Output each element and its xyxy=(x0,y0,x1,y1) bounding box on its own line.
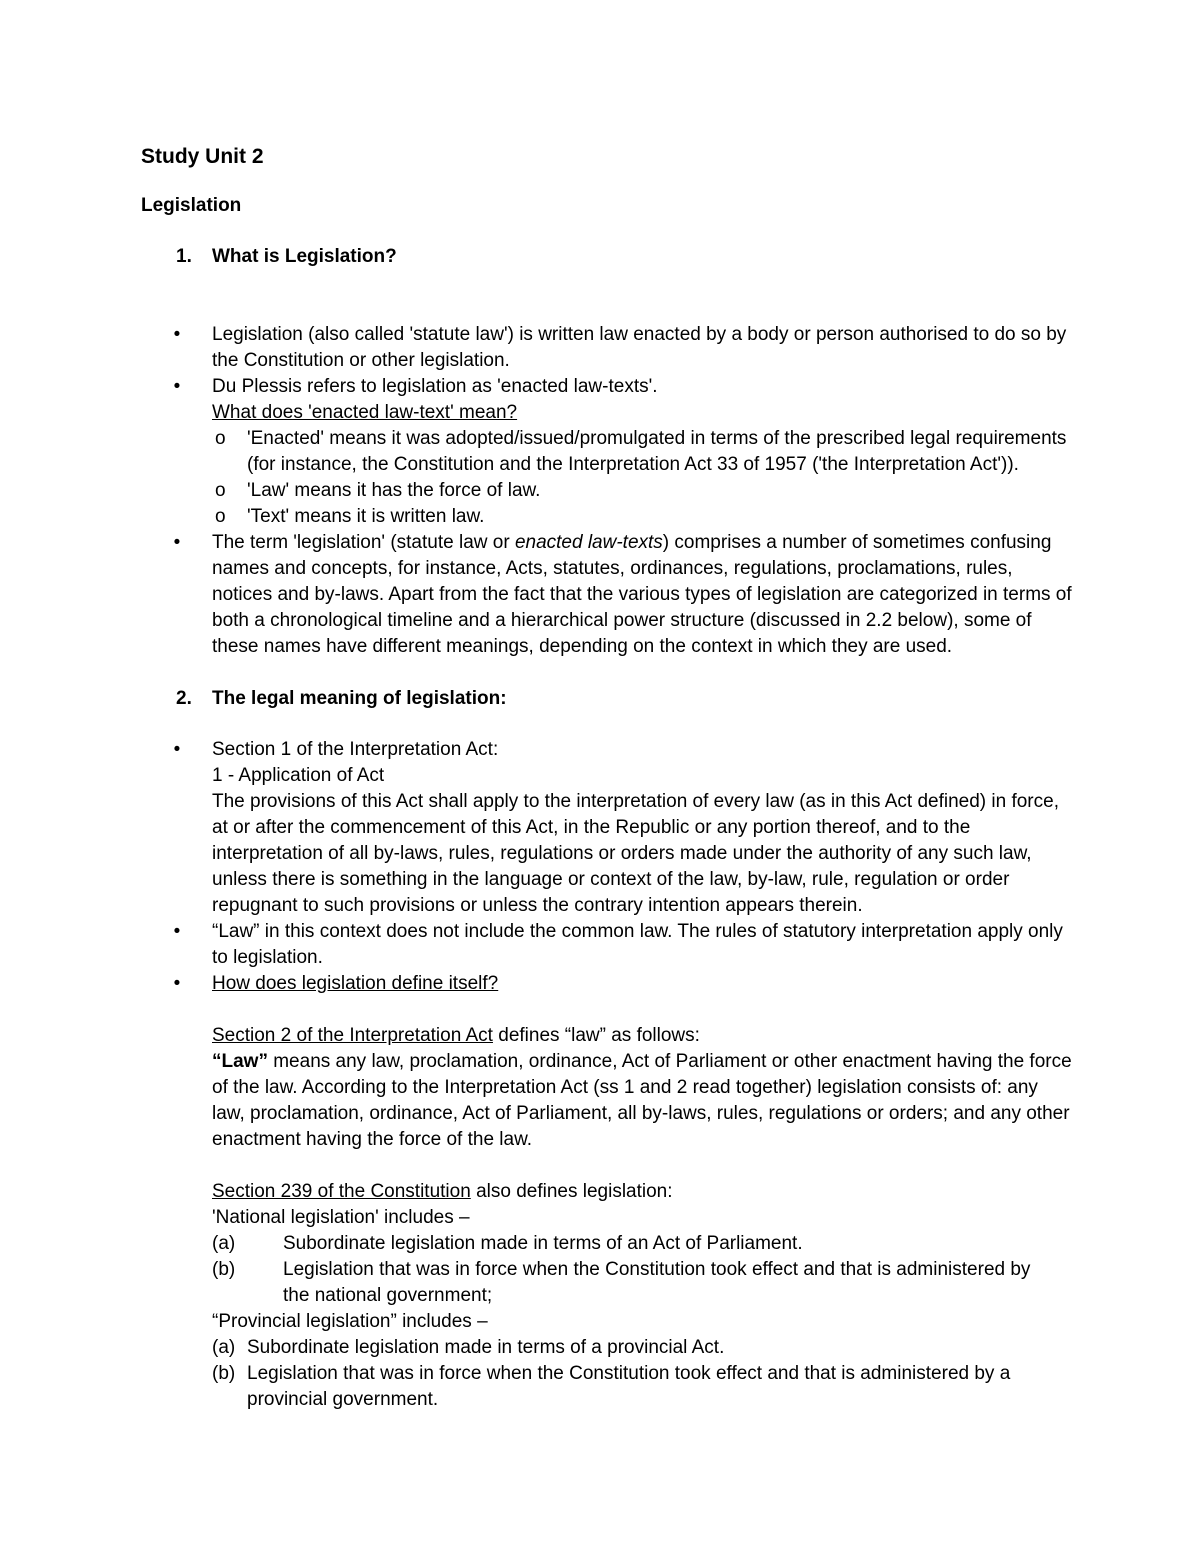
bullet-icon: • xyxy=(173,739,181,760)
bullet-icon: • xyxy=(173,973,181,994)
section-1-heading: What is Legislation? xyxy=(212,246,397,267)
section-2-heading: The legal meaning of legislation: xyxy=(212,688,507,709)
s2-bullet-2: “Law” in this context does not include the common law. The rules of statutory interpretation apply only to legislation. xyxy=(212,921,1063,968)
provincial-a-label: (a) xyxy=(212,1337,236,1358)
provincial-b-label: (b) xyxy=(212,1363,236,1384)
s2-bullet-1-title: Section 1 of the Interpretation Act: xyxy=(212,739,499,760)
s2-definition-intro: Section 2 of the Interpretation Act defines “law” as follows: xyxy=(212,1025,700,1046)
s1-bullet-3: The term 'legislation' (statute law or enacted law-texts) comprises a number of sometimes confusing names and concepts, for instance, Acts, statutes, ordinances, regulations, proclamations, rules, notices and by-laws. Apart from the fact that the various types of legislation are categorized in terms of both a chronological timeline and a hierarchical power structure (discussed in 2.2 below), some of these names have different meanings, depending on the context in which they are used. xyxy=(212,532,1072,657)
s1-bullet-1: Legislation (also called 'statute law') is written law enacted by a body or person authorised to do so by the Constitution or other legislation. xyxy=(212,324,1067,371)
s2-bullet-1-text: The provisions of this Act shall apply to the interpretation of every law (as in this Act defined) in force, at or after the commencement of this Act, in the Republic or any portion thereof, and to the interpretation of all by-laws, rules, regulations or orders made under the authority of any such law, unless there is something in the language or context of the law, by-law, rule, regulation or order repugnant to such provisions or unless the contrary intention appears therein. xyxy=(212,791,1059,916)
page-subtitle: Legislation xyxy=(141,195,242,216)
bullet-icon: • xyxy=(173,376,181,397)
sub-bullet-icon: o xyxy=(215,428,226,449)
provincial-intro: “Provincial legislation” includes – xyxy=(212,1311,488,1332)
s1-bullet-2: Du Plessis refers to legislation as 'enacted law-texts'. xyxy=(212,376,658,397)
national-a-label: (a) xyxy=(212,1233,236,1254)
national-b-text: Legislation that was in force when the Constitution took effect and that is administered by the national government; xyxy=(283,1259,1031,1306)
s1-sub-3: 'Text' means it is written law. xyxy=(247,506,485,527)
provincial-b-text: Legislation that was in force when the Constitution took effect and that is administered by a provincial government. xyxy=(247,1363,1011,1410)
page-title: Study Unit 2 xyxy=(141,145,264,168)
s2-bullet-3: How does legislation define itself? xyxy=(212,973,499,994)
section-1-number: 1. xyxy=(176,246,192,267)
bullet-icon: • xyxy=(173,921,181,942)
s2-law-definition: “Law” means any law, proclamation, ordinance, Act of Parliament or other enactment having the force of the law. According to the Interpretation Act (ss 1 and 2 read together) legislation consists of: any law, proclamation, ordinance, Act of Parliament, all by-laws, rules, regulations or orders; and any other enactment having the force of the law. xyxy=(212,1051,1072,1150)
s1-sub-2: 'Law' means it has the force of law. xyxy=(247,480,541,501)
national-a-text: Subordinate legislation made in terms of an Act of Parliament. xyxy=(283,1233,803,1254)
national-b-label: (b) xyxy=(212,1259,236,1280)
s1-question: What does 'enacted law-text' mean? xyxy=(212,402,518,423)
s1-sub-1: 'Enacted' means it was adopted/issued/promulgated in terms of the prescribed legal requirements (for instance, the Constitution and the Interpretation Act 33 of 1957 ('the Interpretation Act')). xyxy=(247,428,1067,475)
bullet-icon: • xyxy=(173,324,181,345)
s2-bullet-1-sub: 1 - Application of Act xyxy=(212,765,385,786)
sub-bullet-icon: o xyxy=(215,480,226,501)
national-intro: 'National legislation' includes – xyxy=(212,1207,470,1228)
section-2-number: 2. xyxy=(176,688,192,709)
s239-intro: Section 239 of the Constitution also defines legislation: xyxy=(212,1181,673,1202)
sub-bullet-icon: o xyxy=(215,506,226,527)
provincial-a-text: Subordinate legislation made in terms of a provincial Act. xyxy=(247,1337,725,1358)
bullet-icon: • xyxy=(173,532,181,553)
